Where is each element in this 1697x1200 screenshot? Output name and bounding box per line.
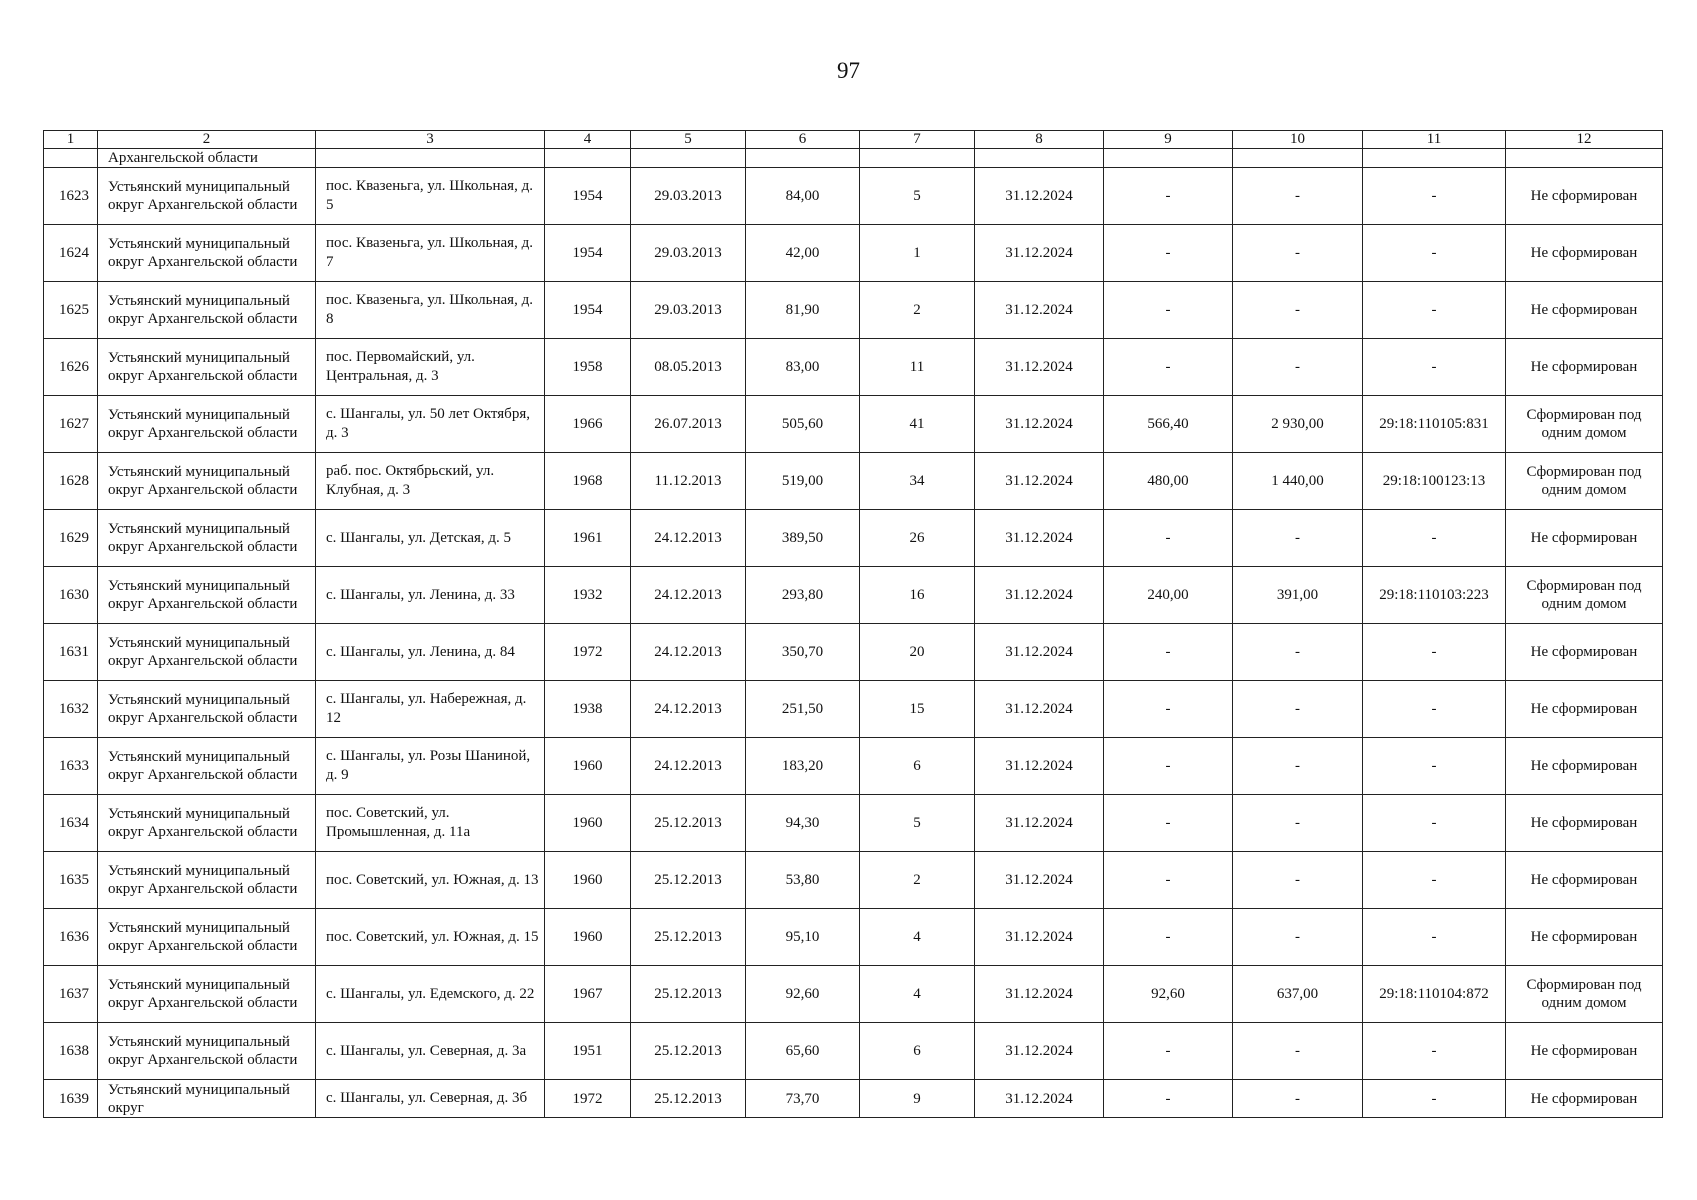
date-cell: 26.07.2013 [631, 396, 746, 453]
row-number-cell: 1636 [44, 909, 98, 966]
column-header: 7 [860, 131, 975, 149]
land-plot-cell: - [1233, 282, 1363, 339]
land-plot-cell: - [1233, 168, 1363, 225]
table-row [44, 282, 1663, 339]
district-cell: Устьянский муниципальный округ Архангельской области [98, 339, 316, 396]
district-cell: Устьянский муниципальный округ Архангельской области [98, 624, 316, 681]
residents-cell: 15 [860, 681, 975, 738]
address-cell: с. Шангалы, ул. Розы Шаниной, д. 9 [316, 738, 545, 795]
residents-cell: 2 [860, 852, 975, 909]
residents-cell: 16 [860, 567, 975, 624]
deadline-cell: 31.12.2024 [975, 966, 1104, 1023]
date-cell: 24.12.2013 [631, 624, 746, 681]
table-row [44, 909, 1663, 966]
land-area-cell: - [1104, 1080, 1233, 1118]
row-number-cell: 1633 [44, 738, 98, 795]
year-cell: 1938 [545, 681, 631, 738]
cadastral-number-cell: - [1363, 1080, 1506, 1118]
deadline-cell: 31.12.2024 [975, 909, 1104, 966]
year-cell: 1958 [545, 339, 631, 396]
date-cell: 29.03.2013 [631, 225, 746, 282]
table-row [44, 510, 1663, 567]
district-cell: Устьянский муниципальный округ Архангельской области [98, 738, 316, 795]
column-header: 5 [631, 131, 746, 149]
date-cell: 25.12.2013 [631, 795, 746, 852]
area-cell: 73,70 [746, 1080, 860, 1118]
land-plot-cell: - [1233, 624, 1363, 681]
district-cell: Устьянский муниципальный округ Архангельской области [98, 225, 316, 282]
table-row [44, 624, 1663, 681]
table-cell [975, 149, 1104, 168]
table-row [44, 396, 1663, 453]
date-cell: 24.12.2013 [631, 510, 746, 567]
residents-cell: 4 [860, 909, 975, 966]
date-cell: 25.12.2013 [631, 966, 746, 1023]
column-header: 6 [746, 131, 860, 149]
row-number-cell: 1630 [44, 567, 98, 624]
district-cell: Архангельской области [98, 149, 316, 168]
row-number-cell: 1628 [44, 453, 98, 510]
cadastral-number-cell: - [1363, 738, 1506, 795]
table-cell [631, 149, 746, 168]
land-area-cell: - [1104, 1023, 1233, 1080]
date-cell: 24.12.2013 [631, 681, 746, 738]
residents-cell: 11 [860, 339, 975, 396]
status-cell: Не сформирован [1506, 225, 1663, 282]
area-cell: 389,50 [746, 510, 860, 567]
row-number-cell: 1626 [44, 339, 98, 396]
address-cell: пос. Советский, ул. Южная, д. 13 [316, 852, 545, 909]
land-plot-cell: - [1233, 795, 1363, 852]
date-cell: 08.05.2013 [631, 339, 746, 396]
area-cell: 183,20 [746, 738, 860, 795]
deadline-cell: 31.12.2024 [975, 567, 1104, 624]
year-cell: 1960 [545, 852, 631, 909]
land-area-cell: - [1104, 225, 1233, 282]
address-cell: пос. Квазеньга, ул. Школьная, д. 8 [316, 282, 545, 339]
area-cell: 94,30 [746, 795, 860, 852]
district-cell: Устьянский муниципальный округ Архангельской области [98, 510, 316, 567]
column-header: 12 [1506, 131, 1663, 149]
table-row [44, 225, 1663, 282]
residents-cell: 2 [860, 282, 975, 339]
land-plot-cell: 391,00 [1233, 567, 1363, 624]
table-cell [1233, 149, 1363, 168]
row-number-cell: 1634 [44, 795, 98, 852]
year-cell: 1954 [545, 225, 631, 282]
deadline-cell: 31.12.2024 [975, 795, 1104, 852]
address-cell: с. Шангалы, ул. Северная, д. 3а [316, 1023, 545, 1080]
area-cell: 42,00 [746, 225, 860, 282]
table-cell [1506, 149, 1663, 168]
status-cell: Не сформирован [1506, 168, 1663, 225]
cadastral-number-cell: - [1363, 624, 1506, 681]
cadastral-number-cell: - [1363, 282, 1506, 339]
district-cell: Устьянский муниципальный округ Архангельской области [98, 909, 316, 966]
land-plot-cell: 1 440,00 [1233, 453, 1363, 510]
cadastral-number-cell: - [1363, 1023, 1506, 1080]
land-area-cell: - [1104, 852, 1233, 909]
status-cell: Не сформирован [1506, 795, 1663, 852]
deadline-cell: 31.12.2024 [975, 1023, 1104, 1080]
deadline-cell: 31.12.2024 [975, 453, 1104, 510]
year-cell: 1961 [545, 510, 631, 567]
cadastral-number-cell: - [1363, 339, 1506, 396]
address-cell: пос. Квазеньга, ул. Школьная, д. 5 [316, 168, 545, 225]
deadline-cell: 31.12.2024 [975, 738, 1104, 795]
land-plot-cell: - [1233, 339, 1363, 396]
date-cell: 25.12.2013 [631, 909, 746, 966]
residents-cell: 5 [860, 168, 975, 225]
cadastral-number-cell: - [1363, 795, 1506, 852]
status-cell: Сформирован под одним домом [1506, 966, 1663, 1023]
area-cell: 505,60 [746, 396, 860, 453]
row-number-cell: 1632 [44, 681, 98, 738]
district-cell: Устьянский муниципальный округ Архангельской области [98, 852, 316, 909]
date-cell: 24.12.2013 [631, 738, 746, 795]
area-cell: 53,80 [746, 852, 860, 909]
address-cell: с. Шангалы, ул. Набережная, д. 12 [316, 681, 545, 738]
date-cell: 25.12.2013 [631, 1023, 746, 1080]
cadastral-number-cell: - [1363, 510, 1506, 567]
table-row [44, 852, 1663, 909]
land-plot-cell: - [1233, 852, 1363, 909]
year-cell: 1966 [545, 396, 631, 453]
deadline-cell: 31.12.2024 [975, 339, 1104, 396]
table-row [44, 1080, 1663, 1118]
cadastral-number-cell: 29:18:100123:13 [1363, 453, 1506, 510]
address-cell: с. Шангалы, ул. Ленина, д. 84 [316, 624, 545, 681]
page-number: 97 [837, 58, 860, 83]
district-cell: Устьянский муниципальный округ Архангельской области [98, 966, 316, 1023]
cadastral-number-cell: - [1363, 681, 1506, 738]
date-cell: 25.12.2013 [631, 852, 746, 909]
table-row [44, 168, 1663, 225]
table-row [44, 1023, 1663, 1080]
land-area-cell: - [1104, 168, 1233, 225]
land-plot-cell: - [1233, 909, 1363, 966]
table-row [44, 681, 1663, 738]
address-cell: с. Шангалы, ул. Едемского, д. 22 [316, 966, 545, 1023]
area-cell: 92,60 [746, 966, 860, 1023]
status-cell: Сформирован под одним домом [1506, 567, 1663, 624]
status-cell: Не сформирован [1506, 624, 1663, 681]
year-cell: 1967 [545, 966, 631, 1023]
year-cell: 1954 [545, 168, 631, 225]
column-header: 3 [316, 131, 545, 149]
land-plot-cell: - [1233, 1080, 1363, 1118]
row-number-cell: 1627 [44, 396, 98, 453]
status-cell: Сформирован под одним домом [1506, 453, 1663, 510]
deadline-cell: 31.12.2024 [975, 510, 1104, 567]
row-number-cell: 1623 [44, 168, 98, 225]
year-cell: 1972 [545, 1080, 631, 1118]
status-cell: Не сформирован [1506, 510, 1663, 567]
address-cell: с. Шангалы, ул. 50 лет Октября, д. 3 [316, 396, 545, 453]
year-cell: 1968 [545, 453, 631, 510]
residents-cell: 5 [860, 795, 975, 852]
date-cell: 29.03.2013 [631, 282, 746, 339]
year-cell: 1960 [545, 738, 631, 795]
address-cell: с. Шангалы, ул. Северная, д. 3б [316, 1080, 545, 1118]
column-header: 9 [1104, 131, 1233, 149]
table-cell [316, 149, 545, 168]
cadastral-number-cell: 29:18:110103:223 [1363, 567, 1506, 624]
deadline-cell: 31.12.2024 [975, 852, 1104, 909]
housing-registry-table [43, 130, 1663, 1118]
column-header: 11 [1363, 131, 1506, 149]
area-cell: 519,00 [746, 453, 860, 510]
land-area-cell: - [1104, 624, 1233, 681]
year-cell: 1960 [545, 909, 631, 966]
land-area-cell: - [1104, 510, 1233, 567]
continuation-row [44, 149, 1663, 168]
status-cell: Не сформирован [1506, 909, 1663, 966]
column-header: 1 [44, 131, 98, 149]
land-plot-cell: 2 930,00 [1233, 396, 1363, 453]
district-cell: Устьянский муниципальный округ Архангельской области [98, 681, 316, 738]
district-cell: Устьянский муниципальный округ Архангельской области [98, 396, 316, 453]
year-cell: 1954 [545, 282, 631, 339]
land-plot-cell: - [1233, 225, 1363, 282]
land-area-cell: - [1104, 738, 1233, 795]
land-area-cell: 92,60 [1104, 966, 1233, 1023]
deadline-cell: 31.12.2024 [975, 225, 1104, 282]
table-cell [860, 149, 975, 168]
area-cell: 251,50 [746, 681, 860, 738]
address-cell: с. Шангалы, ул. Ленина, д. 33 [316, 567, 545, 624]
row-number-cell: 1624 [44, 225, 98, 282]
land-plot-cell: - [1233, 1023, 1363, 1080]
land-area-cell: 240,00 [1104, 567, 1233, 624]
land-plot-cell: - [1233, 510, 1363, 567]
status-cell: Не сформирован [1506, 282, 1663, 339]
row-number-cell: 1637 [44, 966, 98, 1023]
row-number-cell: 1631 [44, 624, 98, 681]
area-cell: 84,00 [746, 168, 860, 225]
status-cell: Не сформирован [1506, 1080, 1663, 1118]
status-cell: Не сформирован [1506, 1023, 1663, 1080]
residents-cell: 34 [860, 453, 975, 510]
table-row [44, 795, 1663, 852]
residents-cell: 26 [860, 510, 975, 567]
land-area-cell: 566,40 [1104, 396, 1233, 453]
deadline-cell: 31.12.2024 [975, 282, 1104, 339]
cadastral-number-cell: - [1363, 225, 1506, 282]
address-cell: пос. Советский, ул. Промышленная, д. 11а [316, 795, 545, 852]
table-row [44, 966, 1663, 1023]
residents-cell: 9 [860, 1080, 975, 1118]
cadastral-number-cell: - [1363, 909, 1506, 966]
residents-cell: 6 [860, 738, 975, 795]
row-number-cell: 1629 [44, 510, 98, 567]
address-cell: с. Шангалы, ул. Детская, д. 5 [316, 510, 545, 567]
land-plot-cell: - [1233, 681, 1363, 738]
district-cell: Устьянский муниципальный округ Архангельской области [98, 282, 316, 339]
district-cell: Устьянский муниципальный округ Архангельской области [98, 1023, 316, 1080]
address-cell: пос. Советский, ул. Южная, д. 15 [316, 909, 545, 966]
table-row [44, 339, 1663, 396]
column-number-header-row [44, 131, 1663, 149]
residents-cell: 1 [860, 225, 975, 282]
year-cell: 1960 [545, 795, 631, 852]
cadastral-number-cell: 29:18:110104:872 [1363, 966, 1506, 1023]
land-area-cell: 480,00 [1104, 453, 1233, 510]
area-cell: 293,80 [746, 567, 860, 624]
column-header: 2 [98, 131, 316, 149]
date-cell: 24.12.2013 [631, 567, 746, 624]
row-number-cell: 1638 [44, 1023, 98, 1080]
row-number-cell: 1635 [44, 852, 98, 909]
land-plot-cell: 637,00 [1233, 966, 1363, 1023]
area-cell: 65,60 [746, 1023, 860, 1080]
cadastral-number-cell: - [1363, 852, 1506, 909]
date-cell: 29.03.2013 [631, 168, 746, 225]
land-area-cell: - [1104, 795, 1233, 852]
land-area-cell: - [1104, 681, 1233, 738]
table-cell [1104, 149, 1233, 168]
year-cell: 1972 [545, 624, 631, 681]
column-header: 10 [1233, 131, 1363, 149]
land-area-cell: - [1104, 909, 1233, 966]
status-cell: Не сформирован [1506, 339, 1663, 396]
table-cell [746, 149, 860, 168]
table-cell [44, 149, 98, 168]
table-row [44, 567, 1663, 624]
area-cell: 81,90 [746, 282, 860, 339]
address-cell: пос. Квазеньга, ул. Школьная, д. 7 [316, 225, 545, 282]
residents-cell: 41 [860, 396, 975, 453]
area-cell: 95,10 [746, 909, 860, 966]
column-header: 4 [545, 131, 631, 149]
land-area-cell: - [1104, 339, 1233, 396]
residents-cell: 4 [860, 966, 975, 1023]
address-cell: раб. пос. Октябрьский, ул. Клубная, д. 3 [316, 453, 545, 510]
date-cell: 25.12.2013 [631, 1080, 746, 1118]
date-cell: 11.12.2013 [631, 453, 746, 510]
district-cell: Устьянский муниципальный округ Архангельской области [98, 168, 316, 225]
district-cell: Устьянский муниципальный округ [98, 1080, 316, 1118]
year-cell: 1932 [545, 567, 631, 624]
table-cell [545, 149, 631, 168]
district-cell: Устьянский муниципальный округ Архангельской области [98, 795, 316, 852]
deadline-cell: 31.12.2024 [975, 1080, 1104, 1118]
address-cell: пос. Первомайский, ул. Центральная, д. 3 [316, 339, 545, 396]
deadline-cell: 31.12.2024 [975, 681, 1104, 738]
status-cell: Не сформирован [1506, 681, 1663, 738]
table-row [44, 453, 1663, 510]
status-cell: Не сформирован [1506, 852, 1663, 909]
cadastral-number-cell: - [1363, 168, 1506, 225]
residents-cell: 20 [860, 624, 975, 681]
cadastral-number-cell: 29:18:110105:831 [1363, 396, 1506, 453]
status-cell: Сформирован под одним домом [1506, 396, 1663, 453]
column-header: 8 [975, 131, 1104, 149]
deadline-cell: 31.12.2024 [975, 396, 1104, 453]
status-cell: Не сформирован [1506, 738, 1663, 795]
land-plot-cell: - [1233, 738, 1363, 795]
residents-cell: 6 [860, 1023, 975, 1080]
area-cell: 83,00 [746, 339, 860, 396]
table-row [44, 738, 1663, 795]
row-number-cell: 1625 [44, 282, 98, 339]
row-number-cell: 1639 [44, 1080, 98, 1118]
year-cell: 1951 [545, 1023, 631, 1080]
district-cell: Устьянский муниципальный округ Архангельской области [98, 453, 316, 510]
deadline-cell: 31.12.2024 [975, 624, 1104, 681]
district-cell: Устьянский муниципальный округ Архангельской области [98, 567, 316, 624]
land-area-cell: - [1104, 282, 1233, 339]
table-cell [1363, 149, 1506, 168]
area-cell: 350,70 [746, 624, 860, 681]
deadline-cell: 31.12.2024 [975, 168, 1104, 225]
